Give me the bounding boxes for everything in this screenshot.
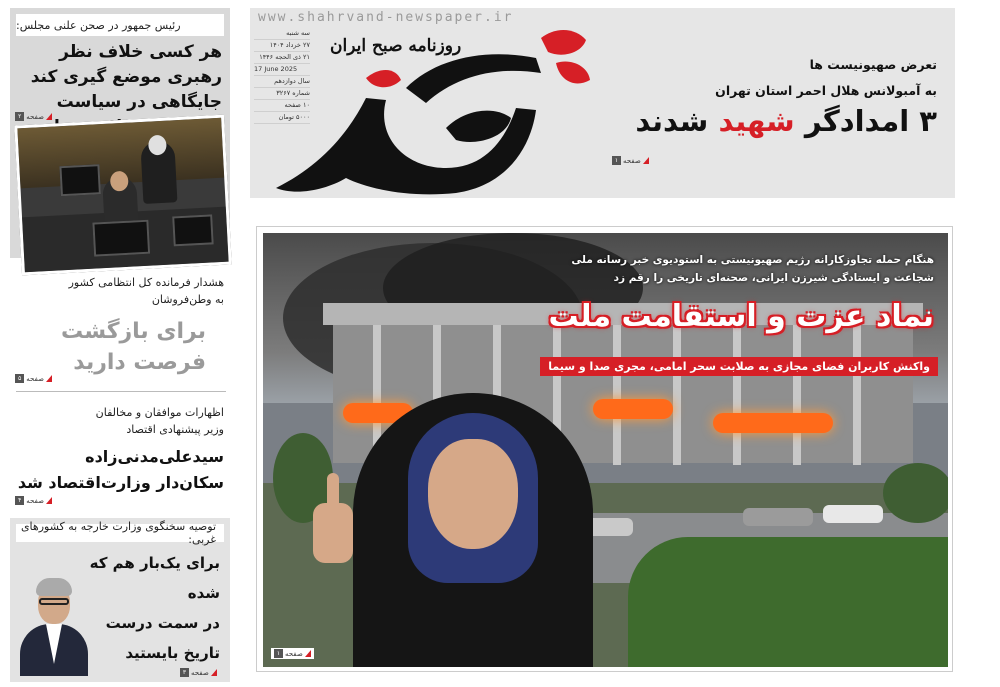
story-headline[interactable]: برای بازگشت bbox=[61, 319, 206, 344]
masthead bbox=[250, 8, 955, 198]
page-ref-1[interactable]: صفحه ۱ bbox=[612, 156, 649, 165]
site-url[interactable]: www.shahrvand-newspaper.ir bbox=[258, 10, 514, 25]
story-kicker: هشدار فرمانده کل انتظامی کشور bbox=[68, 276, 224, 289]
photo-title[interactable]: نماد عزت و استقامت ملت bbox=[548, 299, 934, 334]
story-headline[interactable]: برای یک‌بار هم که شده در سمت درست تاریخ بایستید bbox=[89, 554, 220, 662]
date-block: سه شنبه ۲۷ خرداد ۱۴۰۴ ۲۱ ذی الحجه ۱۴۴۶ 17 June 2025 سال دوازدهم شماره ۳۲۶۷ ۱۰ صفحه ۵۰۰۰ تومان bbox=[254, 28, 310, 124]
parliament-photo bbox=[14, 115, 232, 276]
spokesman-portrait bbox=[18, 576, 88, 676]
lead-kicker: تعرض صهیونیست ها به آمبولانس هلال احمر استان تهران bbox=[715, 57, 937, 98]
story-kicker: اظهارات موافقان و مخالفان bbox=[95, 406, 224, 419]
story-headline[interactable]: سکان‌دار وزارت‌اقتصاد شد bbox=[17, 473, 224, 492]
page-ref-main[interactable]: صفحه ۱ bbox=[271, 648, 314, 659]
page-ref-4[interactable]: صفحه ۴ bbox=[15, 496, 52, 505]
story-kicker: به وطن‌فروشان bbox=[151, 293, 224, 306]
page-ref-3[interactable]: صفحه ۳ bbox=[180, 668, 217, 677]
photo-subtitle: واکنش کاربران فضای مجازی به صلابت سحر امامی، مجری صدا و سیما bbox=[540, 357, 938, 376]
lead-headline[interactable]: ۳ امدادگر شهید شدند bbox=[635, 104, 937, 138]
story-kicker: وزیر پیشنهادی اقتصاد bbox=[126, 423, 224, 436]
story-headline[interactable]: هر کسی خلاف نظر رهبری موضع گیری کند جایگاهی در سیاست bbox=[30, 42, 222, 112]
story-label: رئیس جمهور در صحن علنی مجلس: bbox=[16, 14, 224, 36]
photo-kicker: هنگام حمله تجاوزکارانه رژیم صهیونیستی به استودیوی خبر رسانه ملی شجاعت و ایستادگی شیرزن ایرانی، صحنه‌ای تاریخی را رقم زد bbox=[571, 254, 934, 284]
main-photo[interactable] bbox=[263, 233, 948, 667]
story-label: توصیه سخنگوی وزارت خارجه به کشورهای غربی: bbox=[16, 524, 224, 542]
logo-subtitle: روزنامه صبح ایران bbox=[330, 36, 462, 56]
story-economy-minister[interactable] bbox=[10, 404, 230, 496]
story-headline[interactable]: فرصت دارید bbox=[73, 350, 206, 375]
page-ref-5[interactable]: صفحه ۵ bbox=[15, 374, 52, 383]
main-photo-frame bbox=[256, 226, 953, 672]
story-police-warning[interactable] bbox=[10, 274, 230, 378]
presenter-figure bbox=[313, 383, 633, 667]
story-foreign-ministry[interactable] bbox=[10, 518, 230, 682]
page-ref-2[interactable]: صفحه ۲ bbox=[15, 112, 52, 121]
left-column bbox=[10, 8, 230, 680]
divider bbox=[16, 391, 226, 392]
story-headline[interactable]: سیدعلی‌مدنی‌زاده bbox=[85, 447, 224, 466]
